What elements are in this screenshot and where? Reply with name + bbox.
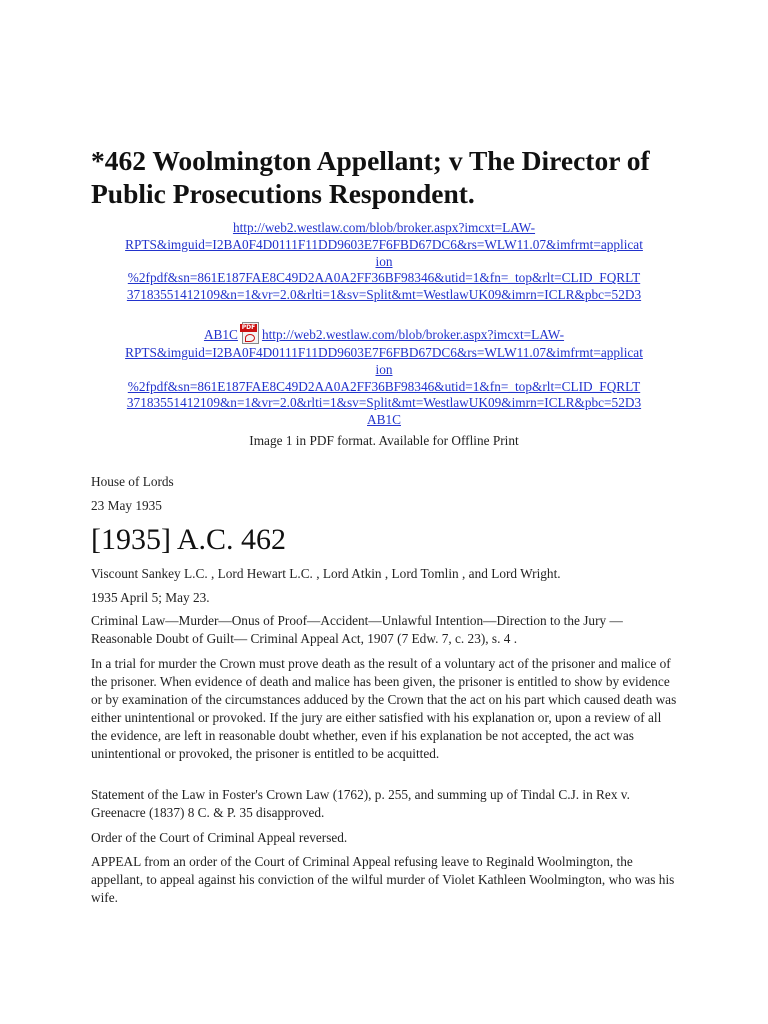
westlaw-image-link-block <box>91 322 677 429</box>
statement-disapproved: Statement of the Law in Foster's Crown Law (1762), p. 255, and summing up of Tindal C.J. in Rex v. Greenacre (1837) 8 C. & P. 35 disapproved. <box>91 787 630 820</box>
pdf-link-text-end[interactable]: AB1C <box>203 327 238 342</box>
image-caption: Image 1 in PDF format. Available for Offline Print <box>249 433 519 448</box>
pdf-image-link[interactable]: http://web2.westlaw.com/blob/broker.aspx?imcxt=LAW- RPTS&imguid=I2BA0F4D0111F11DD9603E7F6FBD67DC6&rs=WLW11.07&imfrmt=applicat ion %2fpdf&sn=861E187FAE8C49D2AA0A2FF36BF98346&utid=1&fn=_top&rlt=CLID_FQRLT 37183551412109&n=1&vr=2.0&rlti=1&sv=Split&mt=WestlawUK09&imrn=ICLR&pbc=52D3 AB1C <box>125 327 643 428</box>
pdf-icon[interactable]: PDF <box>240 322 261 345</box>
document-title: *462 Woolmington Appellant; v The Director of Public Prosecutions Respondent. <box>91 145 650 209</box>
decision-date: 23 May 1935 <box>91 498 162 513</box>
judges-list: Viscount Sankey L.C. , Lord Hewart L.C. , Lord Atkin , Lord Tomlin , and Lord Wright. <box>91 566 561 581</box>
pdf-link-text[interactable]: http://web2.westlaw.com/blob/broker.aspx?imcxt=LAW- RPTS&imguid=I2BA0F4D0111F11DD9603E7F6FBD67DC6&rs=WLW11.07&imfrmt=applicat ion %2fpdf&sn=861E187FAE8C49D2AA0A2FF36BF98346&utid=1&fn=_top&rlt=CLID_FQRLT 37183551412109&n=1&vr=2.0&rlti=1&sv=Split&mt=WestlawUK09&imrn=ICLR&pbc=52D3 <box>125 220 643 303</box>
westlaw-link-block <box>91 220 677 304</box>
order-reversed: Order of the Court of Criminal Appeal reversed. <box>91 830 348 845</box>
court-name: House of Lords <box>91 474 174 489</box>
headnote: In a trial for murder the Crown must prove death as the result of a voluntary act of the prisoner and malice of the prisoner. When evidence of death and malice has been given, the prisoner is entitled to show by evidence or by examination of the circumstances adduced by the Crown that the act on his part which caused death was either unintentional or provoked. If the jury are either satisfied with his explanation or, upon a review of all the evidence, are left in reasonable doubt whether, even if his explanation be not accepted, the act was unintentional or provoked, the prisoner is entitled to be acquitted. <box>91 656 677 761</box>
hearing-dates: 1935 April 5; May 23. <box>91 590 210 605</box>
catchwords: Criminal Law—Murder—Onus of Proof—Accident—Unlawful Intention—Direction to the Jury —Reasonable Doubt of Guilt— Criminal Appeal Act, 1907 (7 Edw. 7, c. 23), s. 4 . <box>91 613 623 646</box>
appeal-summary: APPEAL from an order of the Court of Criminal Appeal refusing leave to Reginald Woolmington, the appellant, to appeal against his conviction of the wilful murder of Violet Kathleen Woolmington, who was his wife. <box>91 854 675 905</box>
report-citation: [1935] A.C. 462 <box>91 523 286 556</box>
